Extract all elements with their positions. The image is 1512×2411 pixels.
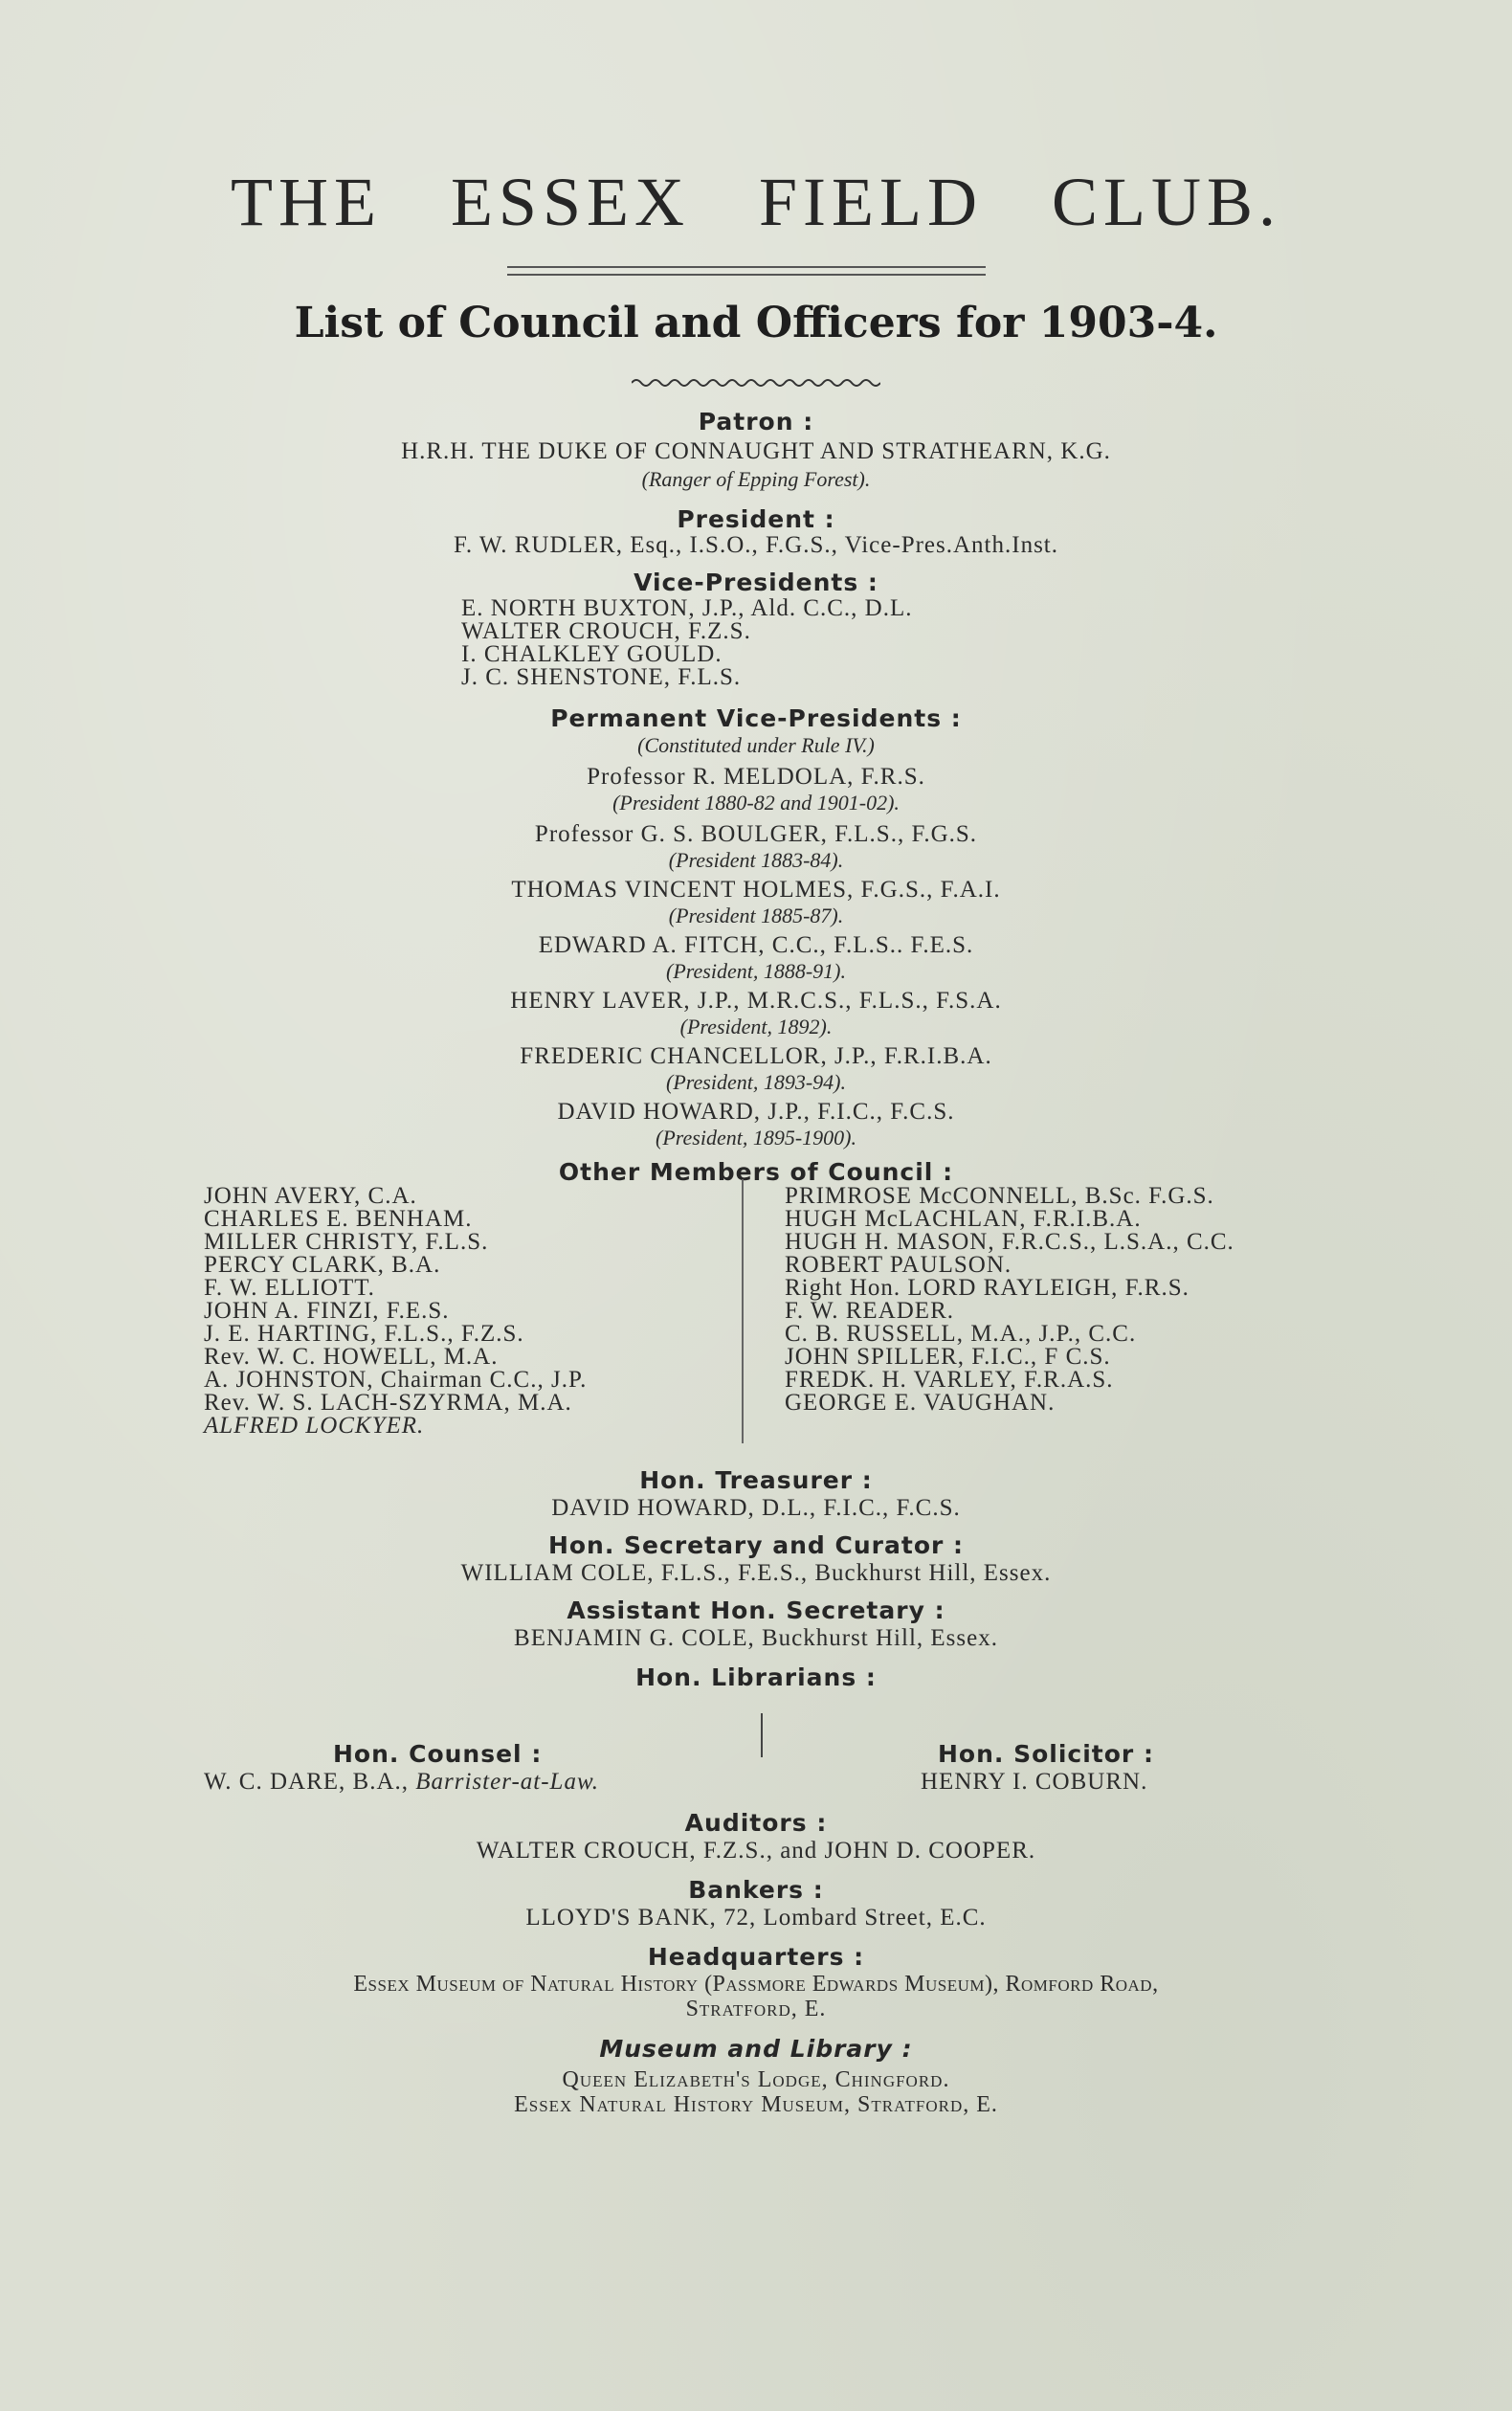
permanent-vp-name: FREDERIC CHANCELLOR, J.P., F.R.I.B.A. bbox=[520, 1043, 992, 1069]
member-name: JOHN SPILLER, F.I.C., F C.S. bbox=[785, 1344, 1111, 1370]
member-name: JOHN A. FINZI, F.E.S. bbox=[204, 1298, 450, 1324]
member-name: A. JOHNSTON, Chairman C.C., J.P. bbox=[204, 1367, 588, 1393]
assistant-secretary-heading: Assistant Hon. Secretary : bbox=[567, 1596, 945, 1624]
member-name: J. E. HARTING, F.L.S., F.Z.S. bbox=[204, 1321, 524, 1347]
patron-heading: Patron : bbox=[698, 408, 814, 435]
permanent-vp-term: (President 1885-87). bbox=[668, 904, 844, 927]
secretary-name: WILLIAM COLE, F.L.S., F.E.S., Buckhurst Hill, Essex. bbox=[460, 1560, 1052, 1586]
museum-line1: Queen Elizabeth's Lodge, Chingford. bbox=[562, 2067, 950, 2092]
headquarters-heading: Headquarters : bbox=[647, 1943, 865, 1971]
title-word: CLUB. bbox=[1051, 164, 1282, 240]
vice-president-name: WALTER CROUCH, F.Z.S. bbox=[461, 618, 751, 644]
solicitor-heading: Hon. Solicitor : bbox=[938, 1740, 1154, 1768]
members-right-column bbox=[785, 1185, 1234, 1415]
permanent-vp-name: Professor R. MELDOLA, F.R.S. bbox=[587, 764, 925, 790]
members-left-column bbox=[204, 1185, 587, 1438]
permanent-vp-term: (President, 1895-1900). bbox=[656, 1126, 856, 1150]
member-name: JOHN AVERY, C.A. bbox=[204, 1183, 417, 1209]
permanent-vp-term: (President, 1888-91). bbox=[666, 959, 846, 983]
title-word: ESSEX bbox=[450, 164, 690, 240]
patron-note: (Ranger of Epping Forest). bbox=[641, 467, 871, 491]
permanent-vp-name: EDWARD A. FITCH, C.C., F.L.S.. F.E.S. bbox=[538, 932, 974, 958]
vice-president-name: I. CHALKLEY GOULD. bbox=[461, 641, 723, 667]
counsel-name-text: W. C. DARE, B.A., bbox=[204, 1769, 410, 1795]
member-name: HUGH McLACHLAN, F.R.I.B.A. bbox=[785, 1206, 1142, 1232]
title-rule-bottom bbox=[507, 274, 986, 276]
museum-heading: Museum and Library : bbox=[599, 2035, 913, 2063]
solicitor-name: HENRY I. COBURN. bbox=[921, 1769, 1148, 1795]
vice-president-name: J. C. SHENSTONE, F.L.S. bbox=[461, 664, 742, 690]
vice-president-name: E. NORTH BUXTON, J.P., Ald. C.C., D.L. bbox=[461, 595, 913, 621]
member-name: Right Hon. LORD RAYLEIGH, F.R.S. bbox=[785, 1275, 1190, 1301]
member-name: PERCY CLARK, B.A. bbox=[204, 1252, 441, 1278]
member-name: ALFRED LOCKYER. bbox=[204, 1413, 425, 1439]
permanent-vp-name: HENRY LAVER, J.P., M.R.C.S., F.L.S., F.S.A. bbox=[510, 988, 1002, 1014]
title-word: THE bbox=[230, 164, 382, 240]
permanent-vp-name: DAVID HOWARD, J.P., F.I.C., F.C.S. bbox=[557, 1099, 955, 1125]
permanent-vp-name: THOMAS VINCENT HOLMES, F.G.S., F.A.I. bbox=[511, 877, 1001, 903]
ornament-squiggle bbox=[632, 376, 880, 390]
permanent-vp-term: (President, 1892). bbox=[679, 1015, 833, 1038]
club-title bbox=[0, 163, 1512, 242]
other-members-heading: Other Members of Council : bbox=[558, 1158, 954, 1186]
museum-line2: Essex Natural History Museum, Stratford, E. bbox=[514, 2092, 998, 2117]
permanent-vp-name: Professor G. S. BOULGER, F.L.S., F.G.S. bbox=[534, 821, 978, 847]
assistant-secretary-name: BENJAMIN G. COLE, Buckhurst Hill, Essex. bbox=[514, 1625, 998, 1651]
member-name: HUGH H. MASON, F.R.C.S., L.S.A., C.C. bbox=[785, 1229, 1234, 1255]
member-name: C. B. RUSSELL, M.A., J.P., C.C. bbox=[785, 1321, 1137, 1347]
treasurer-heading: Hon. Treasurer : bbox=[639, 1466, 873, 1494]
counsel-title: Barrister-at-Law. bbox=[415, 1769, 600, 1795]
auditors-heading: Auditors : bbox=[684, 1809, 828, 1837]
president-name: F. W. RUDLER, Esq., I.S.O., F.G.S., Vice-Pres.Anth.Inst. bbox=[453, 532, 1058, 558]
title-rule-top bbox=[507, 266, 986, 268]
permanent-vp-term: (President 1880-82 and 1901-02). bbox=[612, 791, 900, 815]
members-column-divider bbox=[742, 1179, 744, 1443]
list-subtitle: List of Council and Officers for 1903-4. bbox=[294, 299, 1218, 347]
member-name: ROBERT PAULSON. bbox=[785, 1252, 1012, 1278]
auditors-name: WALTER CROUCH, F.Z.S., and JOHN D. COOPER. bbox=[476, 1838, 1036, 1864]
permanent-vp-term: (President, 1893-94). bbox=[666, 1070, 846, 1094]
permanent-vp-term: (President 1883-84). bbox=[668, 848, 844, 872]
member-name: GEORGE E. VAUGHAN. bbox=[785, 1390, 1056, 1416]
member-name: F. W. READER. bbox=[785, 1298, 955, 1324]
headquarters-line1: Essex Museum of Natural History (Passmore Edwards Museum), Romford Road, bbox=[353, 1972, 1159, 1997]
secretary-heading: Hon. Secretary and Curator : bbox=[547, 1531, 965, 1559]
member-name: CHARLES E. BENHAM. bbox=[204, 1206, 473, 1232]
title-word: FIELD bbox=[759, 164, 983, 240]
permanent-vp-heading: Permanent Vice-Presidents : bbox=[550, 704, 962, 732]
president-heading: President : bbox=[677, 505, 835, 533]
treasurer-name: DAVID HOWARD, D.L., F.I.C., F.C.S. bbox=[551, 1495, 961, 1521]
bankers-heading: Bankers : bbox=[688, 1876, 824, 1904]
member-name: Rev. W. C. HOWELL, M.A. bbox=[204, 1344, 499, 1370]
librarians-heading: Hon. Librarians : bbox=[635, 1663, 877, 1691]
patron-name: H.R.H. THE DUKE OF CONNAUGHT AND STRATHEARN, K.G. bbox=[401, 438, 1111, 464]
vice-presidents-heading: Vice-Presidents : bbox=[634, 569, 878, 596]
member-name: PRIMROSE McCONNELL, B.Sc. F.G.S. bbox=[785, 1183, 1214, 1209]
counsel-name bbox=[204, 1769, 599, 1796]
member-name: MILLER CHRISTY, F.L.S. bbox=[204, 1229, 489, 1255]
vice-presidents-list bbox=[461, 597, 913, 689]
headquarters-line2: Stratford, E. bbox=[685, 1997, 827, 2021]
bankers-name: LLOYD'S BANK, 72, Lombard Street, E.C. bbox=[525, 1905, 987, 1931]
member-name: FREDK. H. VARLEY, F.R.A.S. bbox=[785, 1367, 1114, 1393]
member-name: Rev. W. S. LACH-SZYRMA, M.A. bbox=[204, 1390, 572, 1416]
permanent-vp-note: (Constituted under Rule IV.) bbox=[637, 733, 875, 757]
member-name: F. W. ELLIOTT. bbox=[204, 1275, 375, 1301]
librarians-divider bbox=[761, 1713, 763, 1757]
counsel-heading: Hon. Counsel : bbox=[333, 1740, 543, 1768]
